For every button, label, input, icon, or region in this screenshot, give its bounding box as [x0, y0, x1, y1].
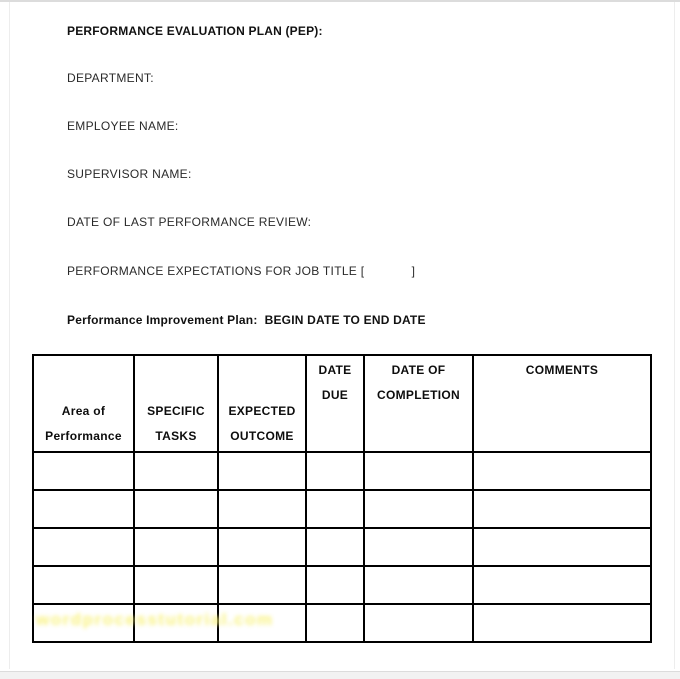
header-line: DUE	[321, 388, 349, 402]
page-title: PERFORMANCE EVALUATION PLAN (PEP):	[67, 24, 323, 38]
table-cell	[364, 490, 473, 528]
table-row	[33, 528, 651, 566]
page-edge-left-line	[9, 2, 10, 669]
table-cell	[134, 604, 218, 642]
table-cell	[33, 452, 134, 490]
column-header-area-of-performance	[33, 355, 134, 452]
field-label-employee-name: EMPLOYEE NAME:	[67, 119, 179, 133]
table-cell	[134, 490, 218, 528]
table-cell	[33, 566, 134, 604]
table-header-row	[33, 355, 651, 452]
column-header-comments	[473, 355, 651, 452]
watermark-text: wordprocesstutorial.com	[36, 610, 274, 629]
header-line: Performance	[45, 429, 122, 443]
table-cell	[473, 566, 651, 604]
header-line: DATE	[318, 363, 352, 377]
table-cell	[306, 528, 364, 566]
table-cell	[306, 604, 364, 642]
table-cell	[134, 528, 218, 566]
column-header-expected-outcome	[218, 355, 306, 452]
page-bottom-edge	[0, 671, 680, 679]
table-cell	[134, 566, 218, 604]
table-cell	[473, 452, 651, 490]
header-line: EXPECTED	[228, 404, 296, 418]
field-label-department: DEPARTMENT:	[67, 71, 154, 85]
header-line: DATE OF	[391, 363, 446, 377]
field-label-job-expectations: PERFORMANCE EXPECTATIONS FOR JOB TITLE [ ]	[67, 264, 416, 278]
field-label-last-review: DATE OF LAST PERFORMANCE REVIEW:	[67, 215, 312, 229]
table-cell	[218, 490, 306, 528]
performance-table	[32, 354, 652, 643]
column-header-date-of-completion	[364, 355, 473, 452]
header-line: Area of	[61, 404, 106, 418]
header-line: COMPLETION	[377, 388, 460, 402]
table-cell	[134, 452, 218, 490]
table-cell	[33, 528, 134, 566]
field-label-supervisor-name: SUPERVISOR NAME:	[67, 167, 192, 181]
column-header-date-due	[306, 355, 364, 452]
table-cell	[218, 452, 306, 490]
table-cell	[218, 566, 306, 604]
table-cell	[364, 566, 473, 604]
header-line: COMMENTS	[525, 363, 599, 377]
page-edge-right-line	[674, 2, 675, 669]
table-row	[33, 490, 651, 528]
table-cell	[306, 452, 364, 490]
table-row	[33, 566, 651, 604]
table-row	[33, 452, 651, 490]
table-cell	[364, 452, 473, 490]
table-cell	[33, 490, 134, 528]
section-subtitle: Performance Improvement Plan: BEGIN DATE TO END DATE	[67, 313, 426, 327]
column-header-specific-tasks	[134, 355, 218, 452]
header-line: OUTCOME	[230, 429, 294, 443]
table-cell	[473, 490, 651, 528]
table-row	[33, 604, 651, 642]
table-cell	[306, 566, 364, 604]
table-cell	[218, 604, 306, 642]
header-line: SPECIFIC	[147, 404, 205, 418]
header-line: TASKS	[155, 429, 197, 443]
table-cell	[33, 604, 134, 642]
table-cell	[364, 604, 473, 642]
table-cell	[364, 528, 473, 566]
table-cell	[473, 528, 651, 566]
table-cell	[218, 528, 306, 566]
table-cell	[306, 490, 364, 528]
table-cell	[473, 604, 651, 642]
